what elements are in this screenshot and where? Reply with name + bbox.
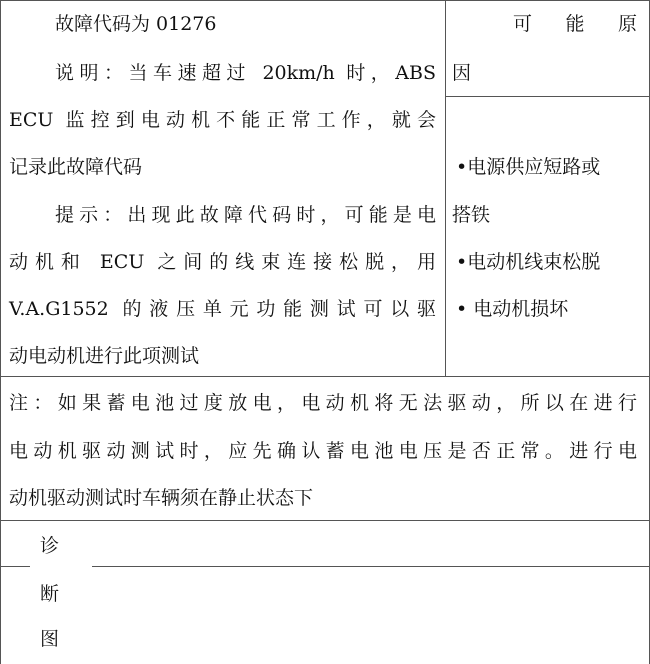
column-divider xyxy=(445,0,446,376)
fault-description-line: 记录此故障代码 xyxy=(9,156,143,178)
note-line: 动机驱动测试时车辆须在静止状态下 xyxy=(9,487,314,509)
fault-code-title: 故障代码为 01276 xyxy=(55,13,217,35)
note-line: 电动机驱动测试时，应先确认蓄电池电压是否正常。进行电 xyxy=(9,440,637,462)
diagram-label-char: 图 xyxy=(40,628,60,650)
cause-item: 搭铁 xyxy=(452,204,491,226)
cause-item: •电源供应短路或 xyxy=(456,156,601,178)
fault-hint-line: 动机和 ECU 之间的线束连接松脱，用 xyxy=(9,251,436,273)
diagram-inner-line-right xyxy=(92,566,650,567)
table-left-border xyxy=(0,0,1,664)
cause-header-cont: 因 xyxy=(452,62,472,84)
cause-header: 可 能 原 xyxy=(513,13,637,35)
diagram-label-char: 诊 xyxy=(40,535,60,557)
fault-hint-line: V.A.G1552 的液压单元功能测试可以驱 xyxy=(9,298,436,320)
note-line: 注：如果蓄电池过度放电，电动机将无法驱动，所以在进行 xyxy=(9,392,637,414)
cause-item: • 电动机损坏 xyxy=(456,298,569,320)
fault-hint-line: 动电动机进行此项测试 xyxy=(9,345,200,367)
diagram-label-char: 断 xyxy=(40,583,60,605)
fault-hint-line: 提示：出现此故障代码时，可能是电 xyxy=(55,204,436,226)
note-top-border xyxy=(0,376,650,377)
diagram-inner-line-left xyxy=(0,566,30,567)
cause-header-divider xyxy=(445,96,650,97)
fault-description-line: 说明：当车速超过 20km/h 时，ABS xyxy=(55,62,436,84)
cause-item: •电动机线束松脱 xyxy=(456,251,601,273)
fault-description-line: ECU 监控到电动机不能正常工作，就会 xyxy=(9,109,436,131)
diagram-top-border xyxy=(0,520,650,521)
table-top-border xyxy=(0,0,650,1)
